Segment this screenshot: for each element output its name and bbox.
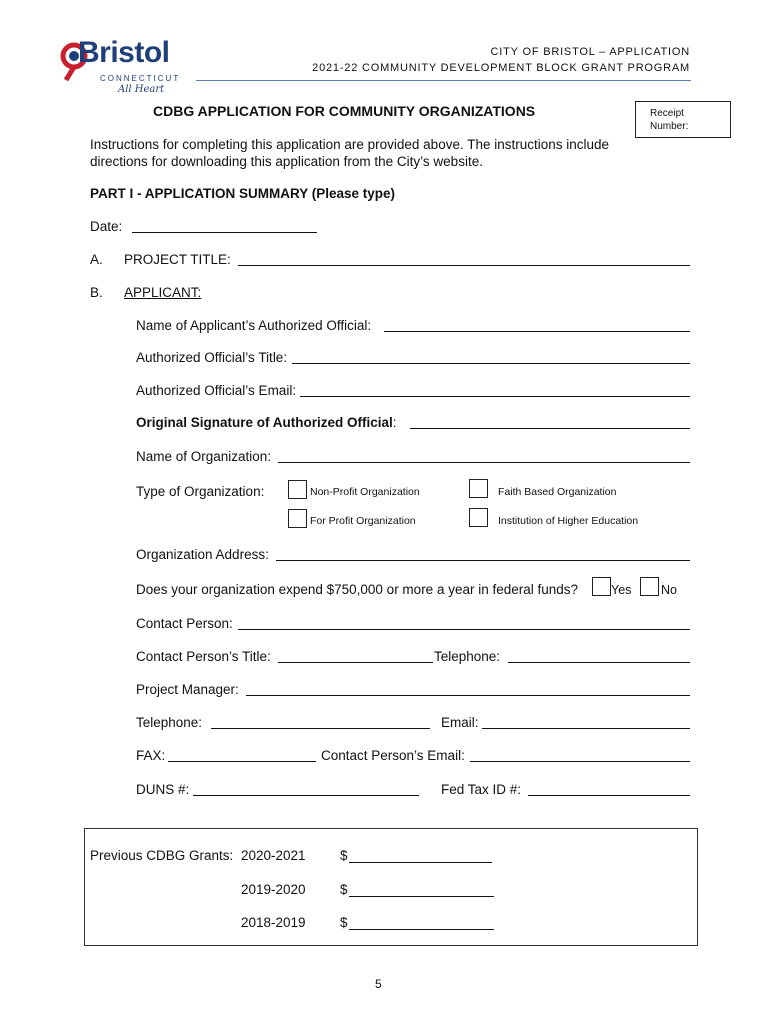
instructions-line2: directions for downloading this application from the City’s website. [90, 154, 483, 169]
logo-brand: Bristol [78, 36, 170, 69]
duns-label: DUNS #: [136, 782, 190, 797]
org-name-label: Name of Organization: [136, 449, 272, 464]
date-field[interactable] [132, 232, 317, 233]
federal-funds-question: Does your organization expend $750,000 or more a year in federal funds? [136, 582, 579, 597]
project-manager-field[interactable] [246, 695, 690, 696]
official-name-label: Name of Applicant’s Authorized Official: [136, 318, 372, 333]
yes-checkbox[interactable] [592, 577, 611, 596]
faith-label: Faith Based Organization [498, 486, 617, 498]
page-title: CDBG APPLICATION FOR COMMUNITY ORGANIZATIONS [153, 103, 536, 119]
logo-tagline: All Heart [118, 84, 165, 95]
higher-ed-label: Institution of Higher Education [498, 515, 639, 527]
project-title-label: PROJECT TITLE: [124, 252, 231, 267]
yes-label: Yes [611, 583, 632, 597]
telephone-label: Telephone: [136, 715, 203, 730]
header-rule [196, 80, 691, 81]
duns-field[interactable] [193, 795, 419, 796]
fed-tax-field[interactable] [528, 795, 690, 796]
grant-currency: $ [340, 848, 348, 863]
fax-field[interactable] [168, 761, 316, 762]
signature-label-wrap [136, 415, 397, 430]
grant-currency: $ [340, 915, 348, 930]
org-name-field[interactable] [278, 462, 690, 463]
grant-year: 2019-2020 [241, 882, 306, 897]
instructions-line1: Instructions for completing this application are provided above. The instructions include [90, 137, 610, 152]
section-b-letter: B. [90, 285, 103, 300]
signature-label: Original Signature of Authorized Official [136, 415, 393, 430]
project-manager-label: Project Manager: [136, 682, 239, 697]
header-line2: 2021-22 COMMUNITY DEVELOPMENT BLOCK GRANT PROGRAM [312, 62, 690, 74]
bristol-logo [56, 36, 196, 98]
fax-label: FAX: [136, 748, 166, 763]
receipt-number-label: Number: [650, 121, 689, 132]
signature-field[interactable] [410, 428, 690, 429]
grant-year: 2020-2021 [241, 848, 306, 863]
official-title-label: Authorized Official’s Title: [136, 350, 288, 365]
page-number: 5 [375, 977, 382, 991]
header-line1: CITY OF BRISTOL – APPLICATION [490, 46, 690, 58]
grant-currency: $ [340, 882, 348, 897]
no-label: No [661, 583, 677, 597]
contact-telephone-field[interactable] [508, 662, 690, 663]
no-checkbox[interactable] [640, 577, 659, 596]
signature-colon: : [392, 415, 397, 430]
grant-year: 2018-2019 [241, 915, 306, 930]
contact-person-label: Contact Person: [136, 616, 233, 631]
contact-title-label: Contact Person’s Title: [136, 649, 271, 664]
contact-telephone-label: Telephone: [434, 649, 501, 664]
part1-heading: PART I - APPLICATION SUMMARY (Please type) [90, 186, 396, 201]
telephone-field[interactable] [211, 728, 430, 729]
org-type-label: Type of Organization: [136, 484, 265, 499]
grant-amount-field[interactable] [349, 929, 494, 930]
official-name-field[interactable] [384, 331, 690, 332]
contact-email-label: Contact Person’s Email: [321, 748, 465, 763]
applicant-heading: APPLICANT: [124, 285, 202, 300]
official-email-field[interactable] [300, 396, 690, 397]
email-field[interactable] [482, 728, 690, 729]
section-a-letter: A. [90, 252, 103, 267]
org-address-label: Organization Address: [136, 547, 269, 562]
contact-person-field[interactable] [238, 629, 690, 630]
grant-amount-field[interactable] [349, 896, 494, 897]
email-label: Email: [441, 715, 479, 730]
forprofit-label: For Profit Organization [310, 515, 416, 527]
official-email-label: Authorized Official’s Email: [136, 383, 297, 398]
nonprofit-checkbox[interactable] [288, 480, 307, 499]
grant-amount-field[interactable] [349, 862, 492, 863]
faith-checkbox[interactable] [469, 479, 488, 498]
fed-tax-label: Fed Tax ID #: [441, 782, 522, 797]
receipt-label: Receipt [650, 108, 684, 119]
receipt-box [635, 101, 731, 138]
logo-sub: CONNECTICUT [100, 74, 181, 83]
previous-grants-label: Previous CDBG Grants: [90, 848, 234, 863]
higher-ed-checkbox[interactable] [469, 508, 488, 527]
contact-email-field[interactable] [470, 761, 690, 762]
org-address-field[interactable] [276, 560, 690, 561]
contact-title-field[interactable] [278, 662, 433, 663]
nonprofit-label: Non-Profit Organization [310, 486, 420, 498]
forprofit-checkbox[interactable] [288, 509, 307, 528]
date-label: Date: [90, 219, 123, 234]
project-title-field[interactable] [238, 265, 690, 266]
official-title-field[interactable] [292, 363, 690, 364]
